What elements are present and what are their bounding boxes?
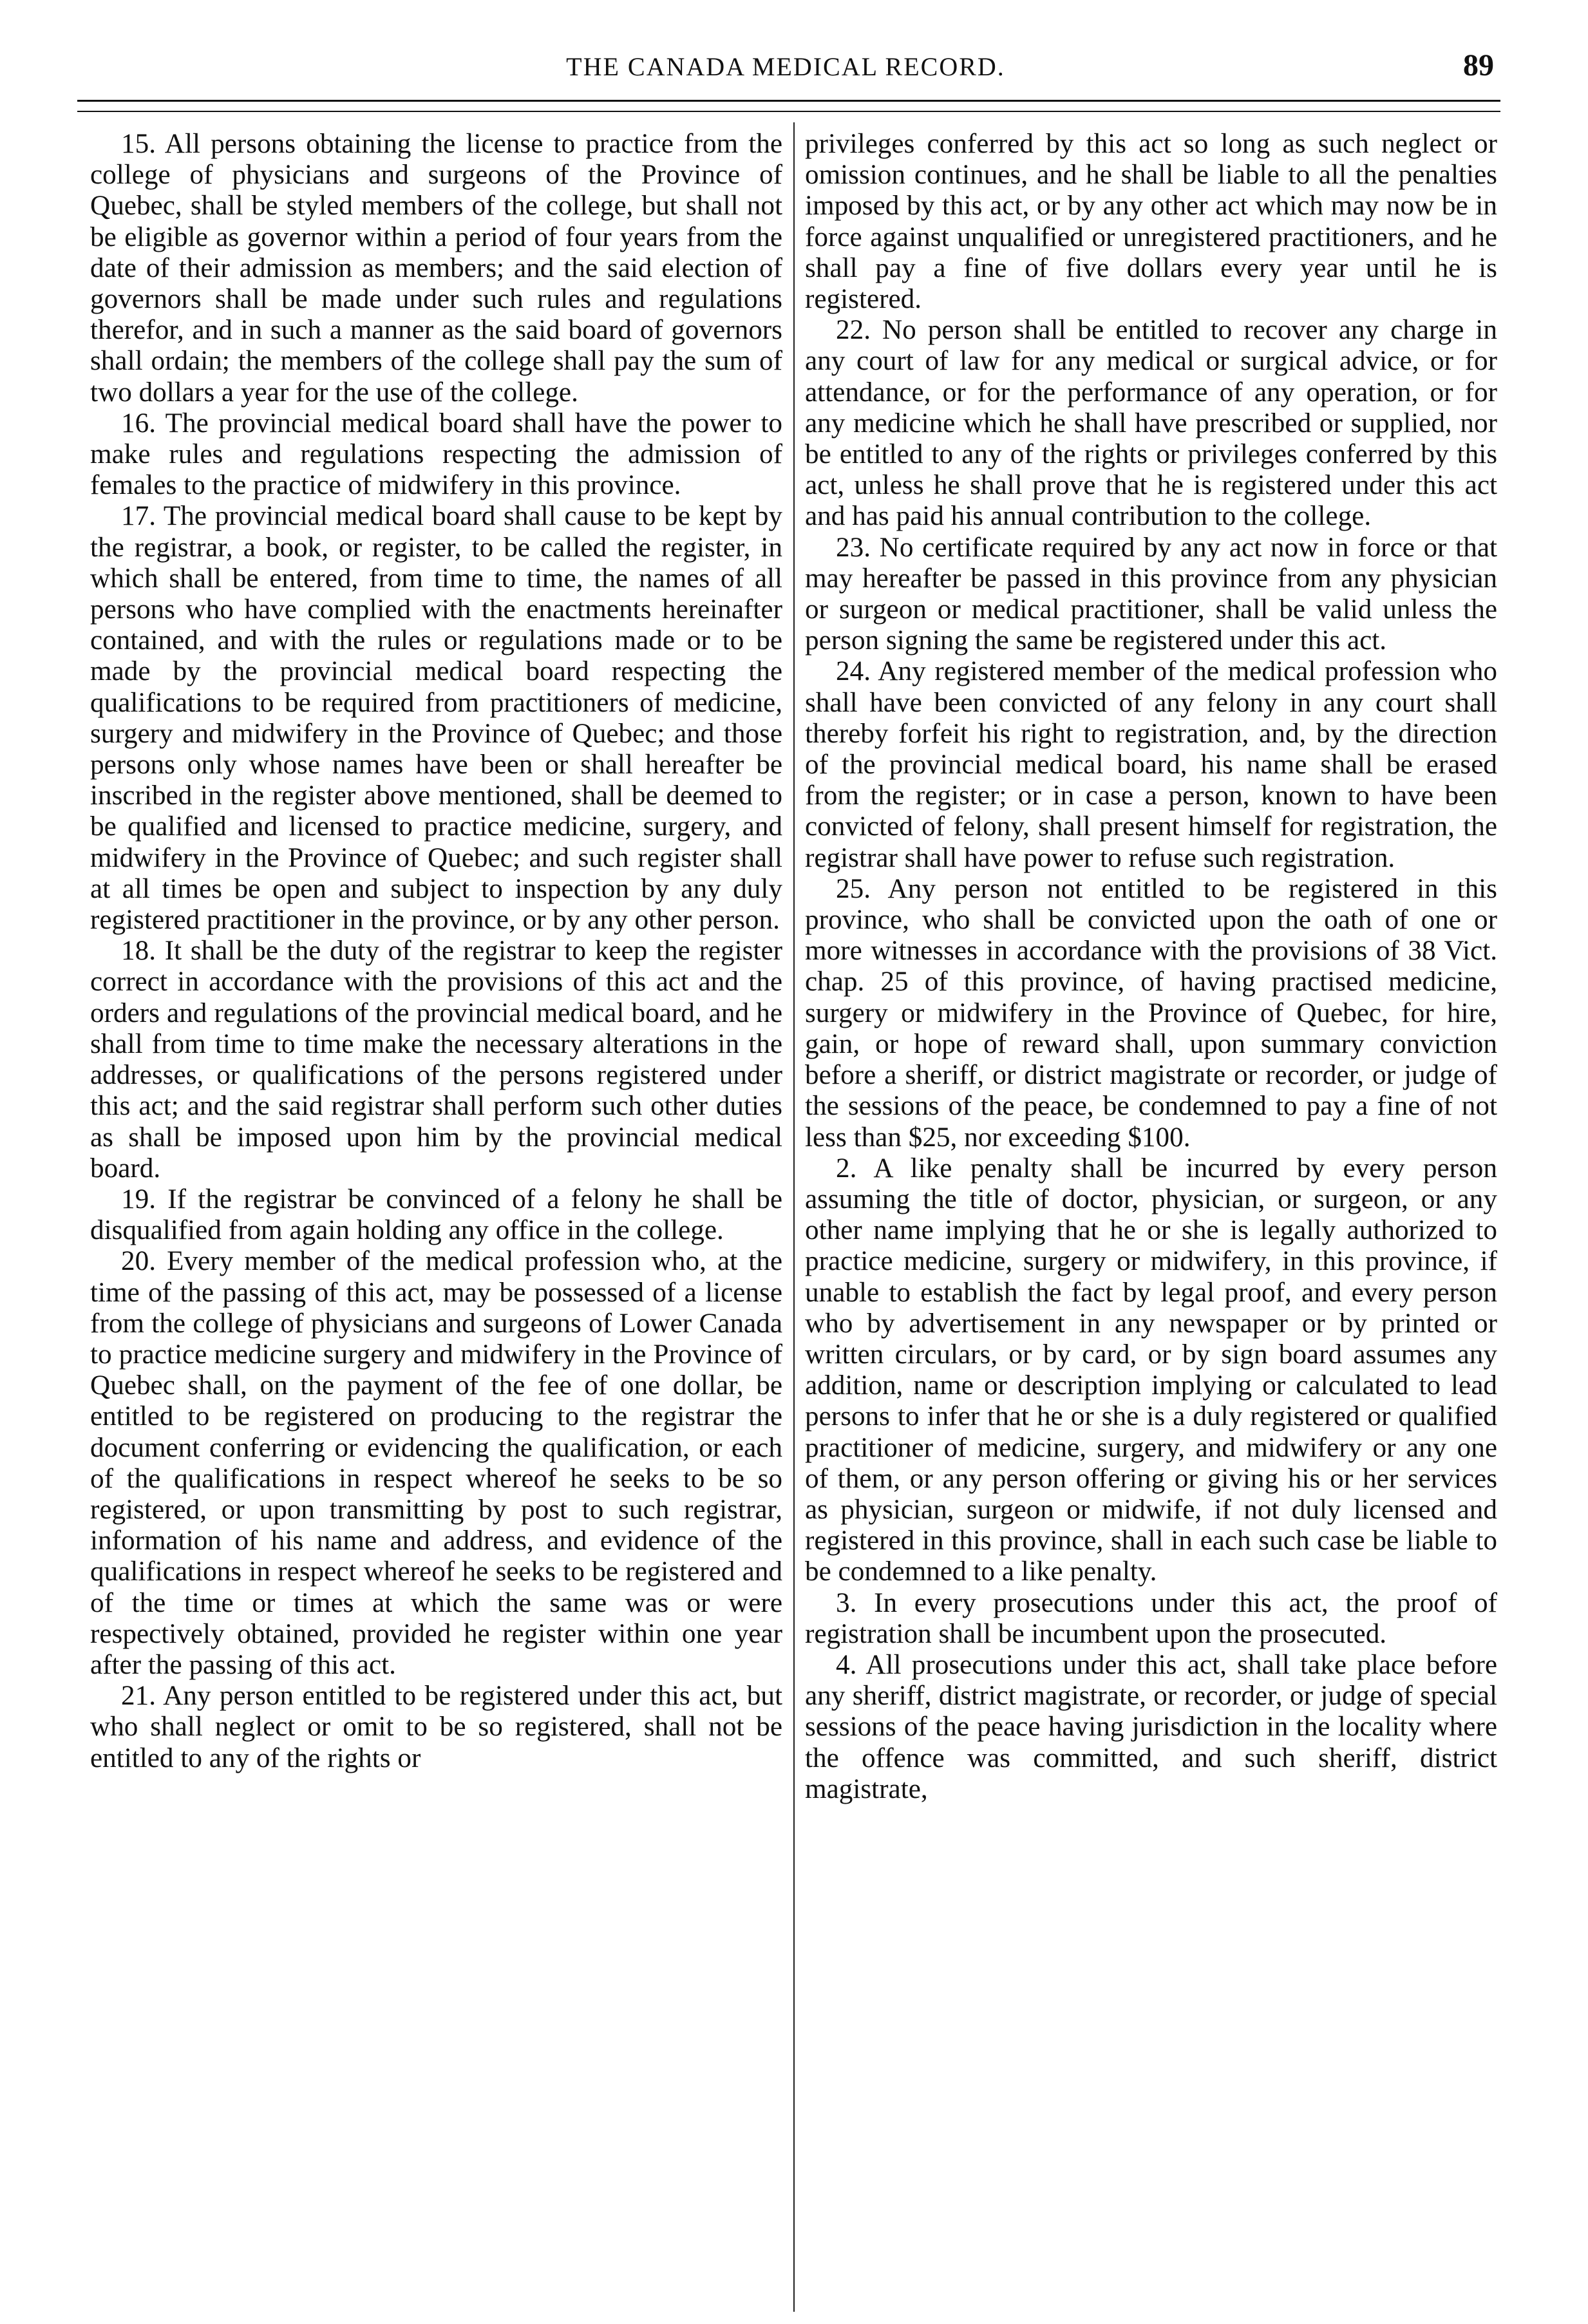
subsection-2-paragraph: 2. A like penalty shall be incurred by every person assuming the title of doctor, physician, or surgeon, or any other name implying that he or she is legally authorized to practice medicine, surgery or midwifery, in this province, if unable to establish the fact by legal proof, and every person who by advertisement in any newspaper or by printed or written circulars, or by card, or by sign board assumes any addition, name or description implying or calculated to lead persons to infer that he or she is a duly registered or qualified practitioner of medicine, surgery, and midwifery or any one of them, or any person offering or giving his or her services as physician, surgeon or midwife, if not duly licensed and registered in this province, shall in each such case be liable to be condemned to a like penalty. — [805, 1153, 1497, 1587]
section-16-paragraph: 16. The provincial medical board shall have the power to make rules and regulations respecting the admission of females to the practice of midwifery in this province. — [90, 408, 782, 501]
section-19-paragraph: 19. If the registrar be convinced of a felony he shall be disqualified from again holding any office in the college. — [90, 1184, 782, 1246]
page-header — [77, 45, 1494, 97]
subsection-4-paragraph: 4. All prosecutions under this act, shall take place before any sheriff, district magistrate, or recorder, or judge of special sessions of the peace having jurisdiction in the locality where the offence was committed, and such sheriff, district magistrate, — [805, 1649, 1497, 1804]
section-17-paragraph: 17. The provincial medical board shall cause to be kept by the registrar, a book, or register, to be called the register, in which shall be entered, from time to time, the names of all persons who have complied with the enactments hereinafter contained, and with the rules or regulations made or to be made by the provincial medical board respecting the qualifications to be required from practitioners of medicine, surgery and midwifery in the Province of Quebec; and those persons only whose names have been or shall hereafter be inscribed in the register above mentioned, shall be deemed to be qualified and licensed to practice medicine, surgery, and midwifery in the Province of Quebec; and such register shall at all times be open and subject to inspection by any duly registered practitioner in the province, or by any other person. — [90, 501, 782, 936]
section-21-paragraph: 21. Any person entitled to be registered under this act, but who shall neglect or omit to be so registered, shall not be entitled to any of the rights or — [90, 1681, 782, 1773]
running-head: THE CANADA MEDICAL RECORD. — [566, 52, 1005, 81]
section-23-paragraph: 23. No certificate required by any act now in force or that may hereafter be passed in this province from any physician or surgeon or medical practitioner, shall be valid unless the person signing the same be registered under this act. — [805, 532, 1497, 656]
section-18-paragraph: 18. It shall be the duty of the registrar to keep the register correct in accordance with the provisions of this act and the orders and regulations of the provincial medical board, and he shall from time to time make the necessary alterations in the addresses, or qualifications of the persons registered under this act; and the said registrar shall perform such other duties as shall be imposed upon him by the provincial medical board. — [90, 936, 782, 1184]
section-21-continuation: privileges conferred by this act so long as such neglect or omission continues, and he shall be liable to all the penalties imposed by this act, or by any other act which may now be in force against unqualified or unregistered practitioners, and he shall pay a fine of five dollars every year until he is registered. — [805, 129, 1497, 315]
section-25-paragraph: 25. Any person not entitled to be registered in this province, who shall be convicted upon the oath of one or more witnesses in accordance with the provisions of 38 Vict. chap. 25 of this province, of having practised medicine, surgery or midwifery in the Province of Quebec, for hire, gain, or hope of reward shall, upon summary conviction before a sheriff, or district magistrate or recorder, or judge of the sessions of the peace, be condemned to pay a fine of not less than $25, nor exceeding $100. — [805, 873, 1497, 1153]
section-20-paragraph: 20. Every member of the medical profession who, at the time of the passing of this act, may be possessed of a license from the college of physicians and surgeons of Lower Canada to practice medicine surgery and midwifery in the Province of Quebec shall, on the payment of the fee of one dollar, be entitled to be registered on producing to the registrar the document conferring or evidencing the qualification, or each of the qualifications in respect whereof he seeks to be so registered, or upon transmitting by post to such registrar, information of his name and address, and evidence of the qualifications in respect whereof he seeks to be registered and of the time or times at which the same was or were respectively obtained, provided he register within one year after the passing of this act. — [90, 1246, 782, 1680]
left-column — [90, 129, 782, 2312]
header-rule-thick — [77, 100, 1500, 102]
subsection-3-paragraph: 3. In every prosecutions under this act, the proof of registration shall be incumbent upon the prosecuted. — [805, 1587, 1497, 1649]
section-22-paragraph: 22. No person shall be entitled to recover any charge in any court of law for any medical or surgical advice, or for attendance, or for the performance of any operation, or for any medicine which he shall have prescribed or supplied, nor be entitled to any of the rights or privileges conferred by this act, unless he shall prove that he is registered under this act and has paid his annual contribution to the college. — [805, 315, 1497, 532]
page-number: 89 — [1463, 48, 1494, 82]
section-15-paragraph: 15. All persons obtaining the license to practice from the college of physicians and surgeons of the Province of Quebec, shall be styled members of the college, but shall not be eligible as governor within a period of four years from the date of their admission as members; and the said election of governors shall be made under such rules and regulations therefor, and in such a manner as the said board of governors shall ordain; the members of the college shall pay the sum of two dollars a year for the use of the college. — [90, 129, 782, 408]
header-rule-thin — [77, 111, 1500, 112]
column-divider — [793, 122, 795, 2312]
section-24-paragraph: 24. Any registered member of the medical profession who shall have been convicted of any felony in any court shall thereby forfeit his right to registration, and, by the direction of the provincial medical board, his name shall be erased from the register; or in case a person, known to have been convicted of felony, shall present himself for registration, the registrar shall have power to refuse such registration. — [805, 656, 1497, 873]
right-column — [805, 129, 1497, 2312]
